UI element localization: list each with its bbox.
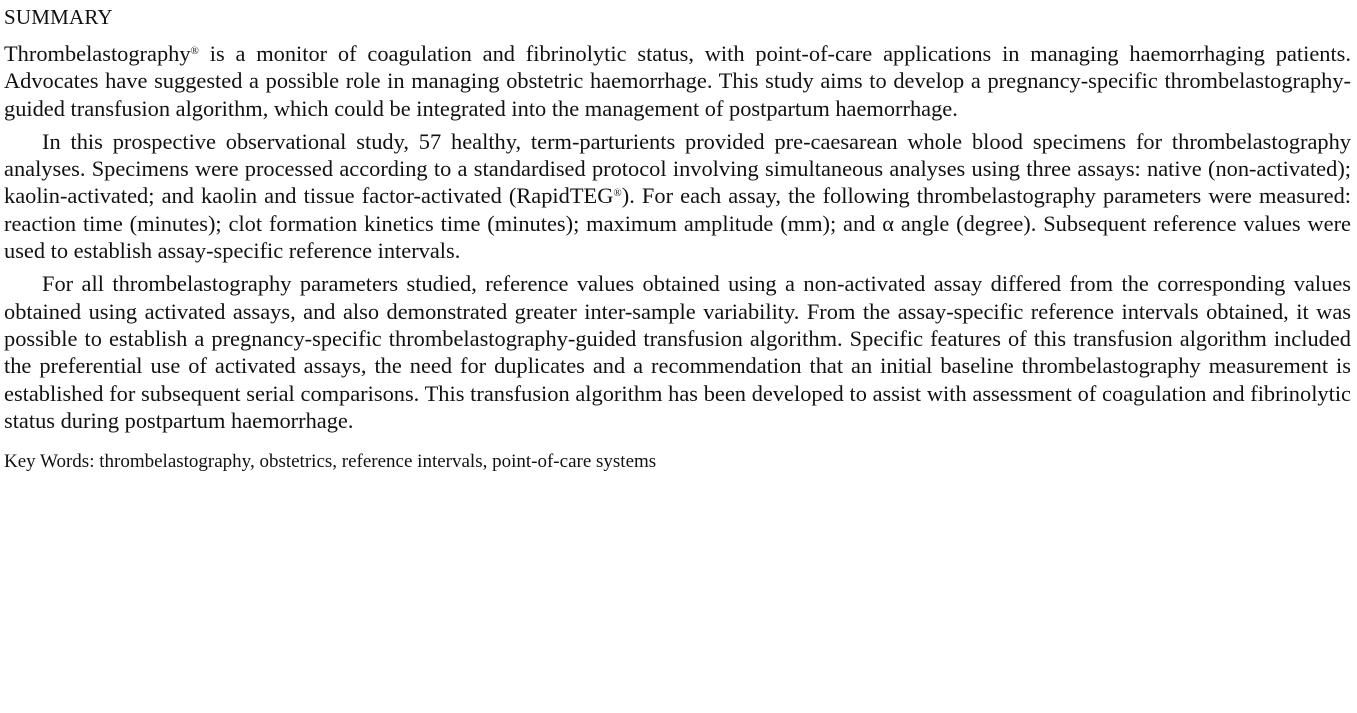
summary-heading: SUMMARY: [4, 5, 113, 29]
abstract-paragraph-3: For all thrombelastography parameters studied, reference values obtained using a non-activated assay differed from the corresponding values obtained using activated assays, and also demonstrated greater inter-sample variability. From the assay-specific reference intervals obtained, it was possible to establish a pregnancy-specific thrombelastography-guided transfusion algorithm. Specific features of this transfusion algorithm included the preferential use of activated assays, the need for duplicates and a recommendation that an initial baseline thrombelastography measurement is established for subsequent serial comparisons. This transfusion algorithm has been developed to assist with assessment of coagulation and fibrinolytic status during postpartum haemorrhage.: [4, 271, 1351, 433]
abstract-paragraph-1: [4, 40, 1351, 122]
article-page: [4, 0, 1351, 474]
paragraph-1-text-end: is a monitor of coagulation and fibrinolytic status, with point-of-care applications in managing haemorrhaging patients. Advocates have suggested a possible role in managing obstetric haemorrhage. This study aims to develop a pregnancy-specific thrombelastography-guided transfusion algorithm, which could be integrated into the management of postpartum haemorrhage.: [4, 41, 1351, 121]
paragraph-1-text-start: Thrombelastography: [4, 41, 191, 66]
paragraph-2-text-end: ). For each assay, the following thrombelastography parameters were measured: reaction time (minutes); clot formation kinetics time (minutes); maximum amplitude (mm); and α angle (degree). Subsequent reference values were used to establish assay-specific reference intervals.: [4, 183, 1351, 264]
abstract-paragraph-2: [4, 128, 1351, 264]
registered-mark: ®: [190, 45, 199, 57]
key-words: Key Words: thrombelastography, obstetrics, reference intervals, point-of-care systems: [4, 451, 657, 473]
abstract-body: [4, 40, 1351, 434]
paragraph-2-text-start: In this prospective observational study, 57 healthy, term-parturients provided pre-caesarean whole blood specimens for thrombelastography analyses. Specimens were processed according to a standardised protocol involving simultaneous analyses using three assays: native (non-activated); kaolin-activated; and kaolin and tissue factor-activated (RapidTEG: [4, 128, 1351, 209]
registered-mark: ®: [613, 187, 622, 200]
